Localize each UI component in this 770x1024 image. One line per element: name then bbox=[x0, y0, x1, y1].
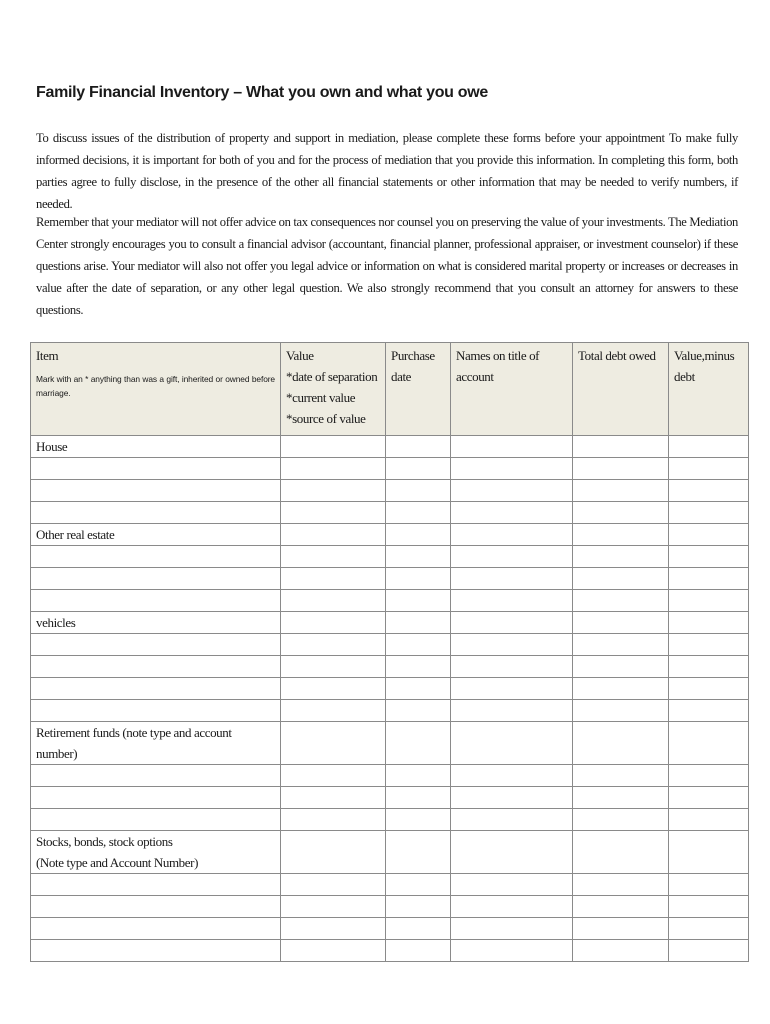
names-cell[interactable] bbox=[451, 787, 573, 809]
purchase-date-cell[interactable] bbox=[386, 678, 451, 700]
section-label bbox=[31, 831, 281, 874]
names-cell[interactable] bbox=[451, 940, 573, 962]
section-row-stocks-bonds bbox=[31, 831, 749, 874]
item-cell[interactable] bbox=[31, 678, 281, 700]
net-cell[interactable] bbox=[669, 940, 749, 962]
net-cell[interactable] bbox=[669, 568, 749, 590]
purchase-date-cell[interactable] bbox=[386, 656, 451, 678]
item-cell[interactable] bbox=[31, 546, 281, 568]
names-cell[interactable] bbox=[451, 722, 573, 765]
net-cell[interactable] bbox=[669, 722, 749, 765]
value-cell[interactable] bbox=[281, 634, 386, 656]
section-label: Other real estate bbox=[31, 524, 281, 546]
purchase-date-cell[interactable] bbox=[386, 809, 451, 831]
names-cell[interactable] bbox=[451, 524, 573, 546]
purchase-date-cell[interactable] bbox=[386, 700, 451, 722]
item-cell[interactable] bbox=[31, 918, 281, 940]
table-row bbox=[31, 568, 749, 590]
net-cell[interactable] bbox=[669, 436, 749, 458]
item-cell[interactable] bbox=[31, 590, 281, 612]
value-cell[interactable] bbox=[281, 458, 386, 480]
header-item-note: Mark with an * anything than was a gift, inherited or owned before marriage. bbox=[36, 374, 275, 398]
purchase-date-cell[interactable] bbox=[386, 480, 451, 502]
value-cell[interactable] bbox=[281, 480, 386, 502]
item-cell[interactable] bbox=[31, 480, 281, 502]
value-cell[interactable] bbox=[281, 874, 386, 896]
header-purchase-line: date bbox=[391, 369, 412, 384]
purchase-date-cell[interactable] bbox=[386, 502, 451, 524]
section-label: vehicles bbox=[31, 612, 281, 634]
debt-cell[interactable] bbox=[573, 656, 669, 678]
purchase-date-cell[interactable] bbox=[386, 436, 451, 458]
debt-cell[interactable] bbox=[573, 809, 669, 831]
value-cell[interactable] bbox=[281, 896, 386, 918]
purchase-date-cell[interactable] bbox=[386, 590, 451, 612]
section-label: House bbox=[31, 436, 281, 458]
header-value-minus-debt bbox=[669, 343, 749, 436]
purchase-date-cell[interactable] bbox=[386, 546, 451, 568]
header-purchase-date bbox=[386, 343, 451, 436]
item-cell[interactable] bbox=[31, 765, 281, 787]
value-cell[interactable] bbox=[281, 612, 386, 634]
header-names-on-title: Names on title of account bbox=[451, 343, 573, 436]
item-cell[interactable] bbox=[31, 896, 281, 918]
value-cell[interactable] bbox=[281, 722, 386, 765]
net-cell[interactable] bbox=[669, 700, 749, 722]
debt-cell[interactable] bbox=[573, 502, 669, 524]
names-cell[interactable] bbox=[451, 568, 573, 590]
debt-cell[interactable] bbox=[573, 436, 669, 458]
net-cell[interactable] bbox=[669, 634, 749, 656]
table-row bbox=[31, 896, 749, 918]
table-row bbox=[31, 940, 749, 962]
purchase-date-cell[interactable] bbox=[386, 568, 451, 590]
debt-cell[interactable] bbox=[573, 480, 669, 502]
debt-cell[interactable] bbox=[573, 787, 669, 809]
names-cell[interactable] bbox=[451, 436, 573, 458]
names-cell[interactable] bbox=[451, 809, 573, 831]
debt-cell[interactable] bbox=[573, 918, 669, 940]
value-cell[interactable] bbox=[281, 656, 386, 678]
table-row bbox=[31, 546, 749, 568]
value-cell[interactable] bbox=[281, 436, 386, 458]
header-net-line: Value,minus bbox=[674, 348, 735, 363]
table-row bbox=[31, 874, 749, 896]
names-cell[interactable] bbox=[451, 480, 573, 502]
value-cell[interactable] bbox=[281, 787, 386, 809]
debt-cell[interactable] bbox=[573, 612, 669, 634]
purchase-date-cell[interactable] bbox=[386, 458, 451, 480]
table-row bbox=[31, 809, 749, 831]
value-cell[interactable] bbox=[281, 502, 386, 524]
section-label-line: (Note type and Account Number) bbox=[36, 855, 199, 870]
net-cell[interactable] bbox=[669, 458, 749, 480]
net-cell[interactable] bbox=[669, 787, 749, 809]
table-row bbox=[31, 656, 749, 678]
table-header-row bbox=[31, 343, 749, 436]
value-cell[interactable] bbox=[281, 590, 386, 612]
item-cell[interactable] bbox=[31, 656, 281, 678]
item-cell[interactable] bbox=[31, 809, 281, 831]
names-cell[interactable] bbox=[451, 590, 573, 612]
intro-paragraph: To discuss issues of the distribution of property and support in mediation, please complete these forms before your appointment To make fully informed decisions, it is important for both of you and for the process of mediation that you provide this information. In completing this form, both parties agree to fully disclose, in the presence of the other all financial statements or other information that may be needed to verify numbers, if needed. bbox=[36, 131, 738, 211]
page-title: Family Financial Inventory – What you own and what you owe bbox=[36, 84, 488, 101]
header-value-line: *date of separation bbox=[286, 369, 378, 384]
debt-cell[interactable] bbox=[573, 765, 669, 787]
net-cell[interactable] bbox=[669, 765, 749, 787]
value-cell[interactable] bbox=[281, 831, 386, 874]
net-cell[interactable] bbox=[669, 612, 749, 634]
names-cell[interactable] bbox=[451, 765, 573, 787]
names-cell[interactable] bbox=[451, 612, 573, 634]
net-cell[interactable] bbox=[669, 502, 749, 524]
section-row-other-real-estate bbox=[31, 524, 749, 546]
net-cell[interactable] bbox=[669, 546, 749, 568]
names-cell[interactable] bbox=[451, 634, 573, 656]
purchase-date-cell[interactable] bbox=[386, 787, 451, 809]
names-cell[interactable] bbox=[451, 831, 573, 874]
names-cell[interactable] bbox=[451, 458, 573, 480]
section-label-line: Stocks, bonds, stock options bbox=[36, 834, 173, 849]
debt-cell[interactable] bbox=[573, 700, 669, 722]
table-row bbox=[31, 765, 749, 787]
header-value-line: *source of value bbox=[286, 411, 366, 426]
purchase-date-cell[interactable] bbox=[386, 612, 451, 634]
purchase-date-cell[interactable] bbox=[386, 722, 451, 765]
section-row-vehicles bbox=[31, 612, 749, 634]
section-row-house bbox=[31, 436, 749, 458]
debt-cell[interactable] bbox=[573, 568, 669, 590]
value-cell[interactable] bbox=[281, 765, 386, 787]
debt-cell[interactable] bbox=[573, 634, 669, 656]
names-cell[interactable] bbox=[451, 700, 573, 722]
disclaimer-paragraph: Remember that your mediator will not offer advice on tax consequences nor counsel you on preserving the value of your investments. The Mediation Center strongly encourages you to consult a financial advisor (accountant, financial planner, professional appraiser, or investment counselor) if these questions arise. Your mediator will also not offer you legal advice or information on what is considered marital property or increases or decreases in value after the date of separation, or any other legal question. We also strongly recommend that you consult an attorney for answers to these questions. bbox=[36, 215, 738, 317]
table-row bbox=[31, 502, 749, 524]
header-total-debt: Total debt owed bbox=[573, 343, 669, 436]
item-cell[interactable] bbox=[31, 458, 281, 480]
item-cell[interactable] bbox=[31, 700, 281, 722]
names-cell[interactable] bbox=[451, 678, 573, 700]
header-value-line: *current value bbox=[286, 390, 356, 405]
section-label: Retirement funds (note type and account number) bbox=[31, 722, 281, 765]
item-cell[interactable] bbox=[31, 874, 281, 896]
value-cell[interactable] bbox=[281, 678, 386, 700]
net-cell[interactable] bbox=[669, 524, 749, 546]
names-cell[interactable] bbox=[451, 918, 573, 940]
purchase-date-cell[interactable] bbox=[386, 524, 451, 546]
net-cell[interactable] bbox=[669, 678, 749, 700]
table-row bbox=[31, 918, 749, 940]
net-cell[interactable] bbox=[669, 918, 749, 940]
purchase-date-cell[interactable] bbox=[386, 896, 451, 918]
value-cell[interactable] bbox=[281, 918, 386, 940]
item-cell[interactable] bbox=[31, 568, 281, 590]
names-cell[interactable] bbox=[451, 502, 573, 524]
table-row bbox=[31, 590, 749, 612]
debt-cell[interactable] bbox=[573, 722, 669, 765]
purchase-date-cell[interactable] bbox=[386, 874, 451, 896]
purchase-date-cell[interactable] bbox=[386, 831, 451, 874]
debt-cell[interactable] bbox=[573, 524, 669, 546]
table-row bbox=[31, 480, 749, 502]
table-row bbox=[31, 458, 749, 480]
item-cell[interactable] bbox=[31, 940, 281, 962]
table-row bbox=[31, 787, 749, 809]
value-cell[interactable] bbox=[281, 809, 386, 831]
debt-cell[interactable] bbox=[573, 546, 669, 568]
net-cell[interactable] bbox=[669, 809, 749, 831]
value-cell[interactable] bbox=[281, 940, 386, 962]
inventory-table bbox=[30, 342, 749, 962]
net-cell[interactable] bbox=[669, 656, 749, 678]
header-net-line: debt bbox=[674, 369, 695, 384]
item-cell[interactable] bbox=[31, 634, 281, 656]
debt-cell[interactable] bbox=[573, 678, 669, 700]
header-value-line: Value bbox=[286, 348, 314, 363]
net-cell[interactable] bbox=[669, 896, 749, 918]
value-cell[interactable] bbox=[281, 524, 386, 546]
header-value bbox=[281, 343, 386, 436]
debt-cell[interactable] bbox=[573, 874, 669, 896]
table-row bbox=[31, 678, 749, 700]
purchase-date-cell[interactable] bbox=[386, 940, 451, 962]
table-row bbox=[31, 700, 749, 722]
debt-cell[interactable] bbox=[573, 590, 669, 612]
section-row-retirement-funds bbox=[31, 722, 749, 765]
debt-cell[interactable] bbox=[573, 458, 669, 480]
header-item bbox=[31, 343, 281, 436]
names-cell[interactable] bbox=[451, 656, 573, 678]
names-cell[interactable] bbox=[451, 546, 573, 568]
purchase-date-cell[interactable] bbox=[386, 634, 451, 656]
debt-cell[interactable] bbox=[573, 940, 669, 962]
value-cell[interactable] bbox=[281, 700, 386, 722]
purchase-date-cell[interactable] bbox=[386, 765, 451, 787]
header-item-label: Item bbox=[36, 348, 59, 363]
purchase-date-cell[interactable] bbox=[386, 918, 451, 940]
net-cell[interactable] bbox=[669, 590, 749, 612]
value-cell[interactable] bbox=[281, 546, 386, 568]
debt-cell[interactable] bbox=[573, 896, 669, 918]
net-cell[interactable] bbox=[669, 480, 749, 502]
names-cell[interactable] bbox=[451, 874, 573, 896]
names-cell[interactable] bbox=[451, 896, 573, 918]
header-purchase-line: Purchase bbox=[391, 348, 435, 363]
item-cell[interactable] bbox=[31, 787, 281, 809]
table-row bbox=[31, 634, 749, 656]
value-cell[interactable] bbox=[281, 568, 386, 590]
debt-cell[interactable] bbox=[573, 831, 669, 874]
net-cell[interactable] bbox=[669, 874, 749, 896]
net-cell[interactable] bbox=[669, 831, 749, 874]
item-cell[interactable] bbox=[31, 502, 281, 524]
